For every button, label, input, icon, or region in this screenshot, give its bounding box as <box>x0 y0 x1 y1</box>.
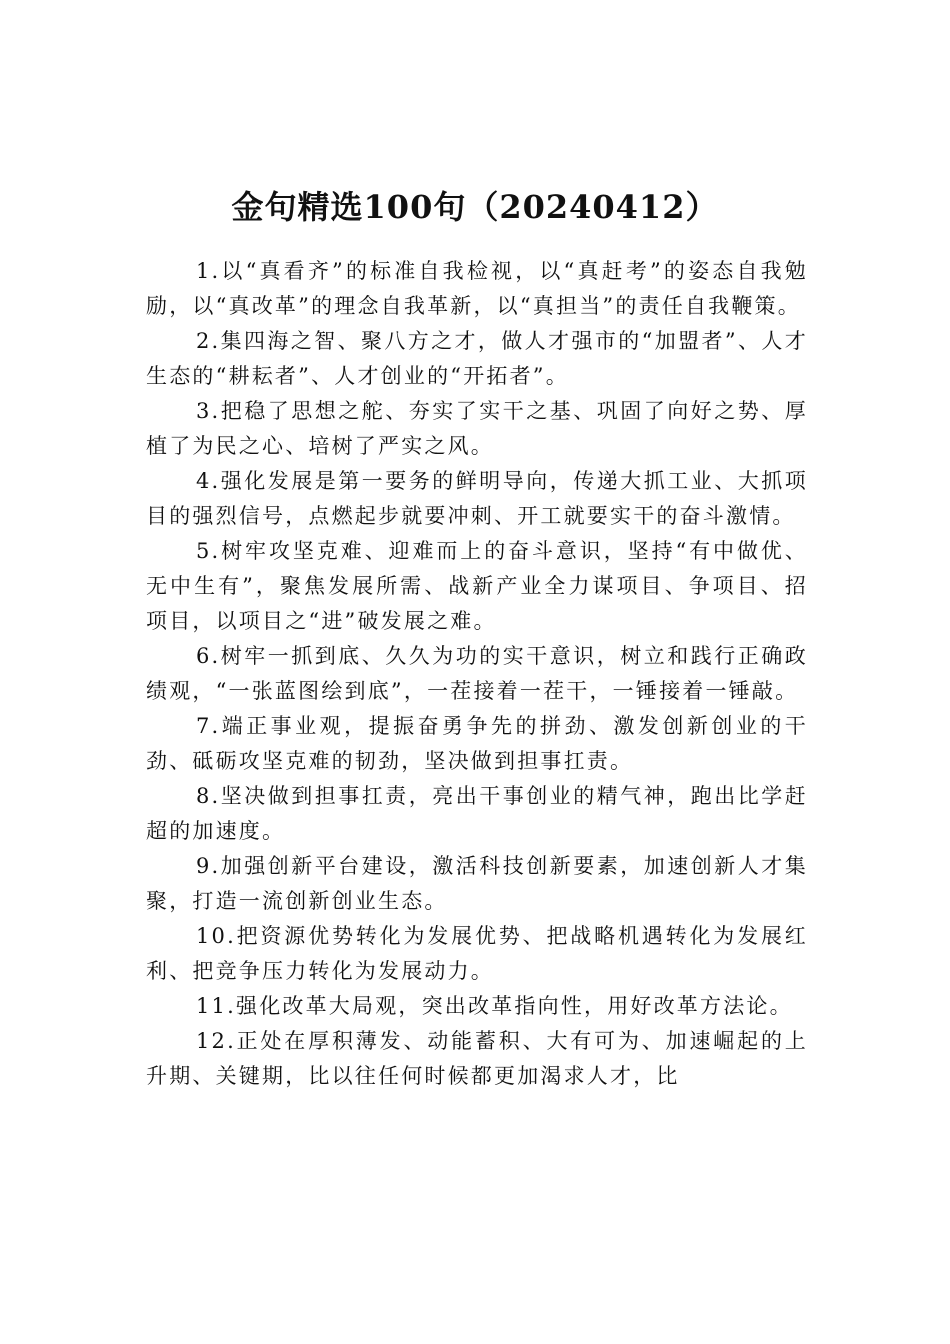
quote-item: 7.端正事业观，提振奋勇争先的拼劲、激发创新创业的干劲、砥砺攻坚克难的韧劲，坚决做到担事扛责。 <box>146 714 808 773</box>
quote-item: 10.把资源优势转化为发展优势、把战略机遇转化为发展红利、把竞争压力转化为发展动力。 <box>146 924 808 983</box>
document-title: 金句精选100句（20240412） <box>231 188 719 227</box>
quote-item: 6.树牢一抓到底、久久为功的实干意识，树立和践行正确政绩观，“一张蓝图绘到底”，一茬接着一茬干，一锤接着一锤敲。 <box>146 644 808 703</box>
quote-item: 1.以“真看齐”的标准自我检视，以“真赶考”的姿态自我勉励，以“真改革”的理念自我革新，以“真担当”的责任自我鞭策。 <box>146 259 808 318</box>
quote-item: 5.树牢攻坚克难、迎难而上的奋斗意识，坚持“有中做优、无中生有”，聚焦发展所需、战新产业全力谋项目、争项目、招项目，以项目之“进”破发展之难。 <box>146 539 808 633</box>
quote-item: 12.正处在厚积薄发、动能蓄积、大有可为、加速崛起的上升期、关键期，比以往任何时候都更加渴求人才，比 <box>146 1029 808 1088</box>
quote-item: 3.把稳了思想之舵、夯实了实干之基、巩固了向好之势、厚植了为民之心、培树了严实之风。 <box>146 399 808 458</box>
quote-item: 2.集四海之智、聚八方之才，做人才强市的“加盟者”、人才生态的“耕耘者”、人才创业的“开拓者”。 <box>146 329 808 388</box>
quote-item: 11.强化改革大局观，突出改革指向性，用好改革方法论。 <box>196 994 793 1018</box>
quote-list <box>146 254 808 1094</box>
quote-item: 9.加强创新平台建设，激活科技创新要素，加速创新人才集聚，打造一流创新创业生态。 <box>146 854 808 913</box>
quote-item: 4.强化发展是第一要务的鲜明导向，传递大抓工业、大抓项目的强烈信号，点燃起步就要冲刺、开工就要实干的奋斗激情。 <box>146 469 808 528</box>
quote-item: 8.坚决做到担事扛责，亮出干事创业的精气神，跑出比学赶超的加速度。 <box>146 784 808 843</box>
